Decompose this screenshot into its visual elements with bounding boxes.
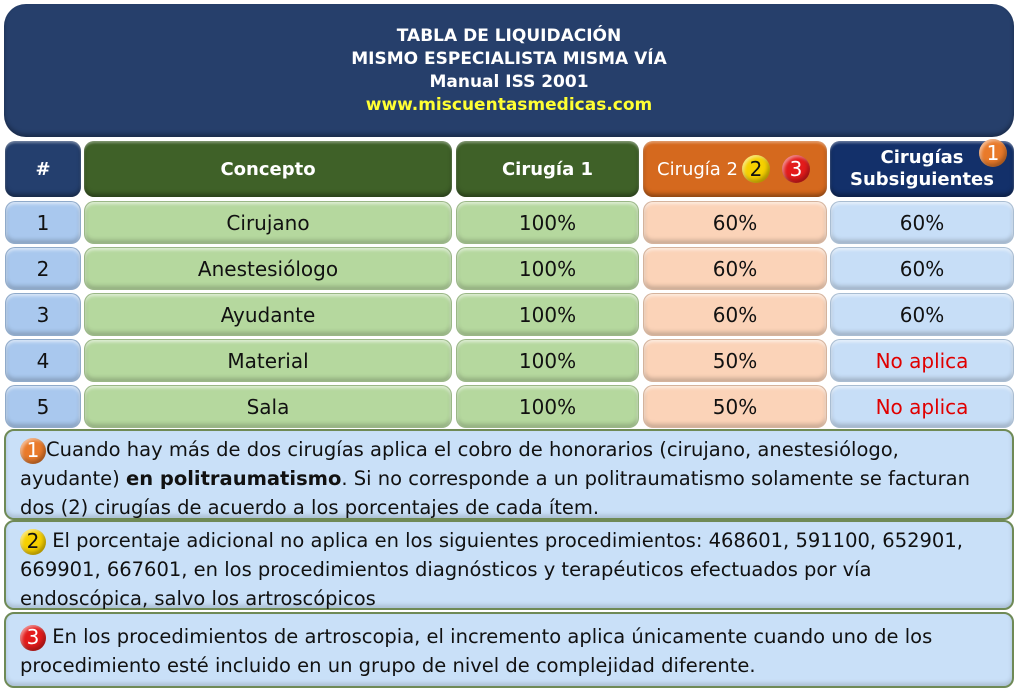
table-cell-num: 1 xyxy=(5,201,81,244)
note-3 xyxy=(4,612,1014,688)
note-1 xyxy=(4,429,1014,520)
table-cell-subs: 60% xyxy=(830,247,1014,290)
table-cell-c2: 50% xyxy=(643,385,827,428)
table-cell-c1: 100% xyxy=(456,385,639,428)
title-line-2: MISMO ESPECIALISTA MISMA VÍA xyxy=(351,48,667,69)
header-subs-line2: Subsiguientes xyxy=(850,169,994,190)
header-cirugia-2 xyxy=(643,141,827,197)
note-2-icon: 2 xyxy=(20,529,46,555)
note-3-icon: 3 xyxy=(20,625,46,651)
note-1-bold: en politraumatismo xyxy=(125,467,342,490)
header-num: # xyxy=(5,141,81,197)
table-cell-c1: 100% xyxy=(456,247,639,290)
note-3-badge-icon: 3 xyxy=(782,155,810,183)
table-cell-c2: 60% xyxy=(643,293,827,336)
table-cell-concepto: Anestesiólogo xyxy=(84,247,452,290)
header-concepto: Concepto xyxy=(84,141,452,197)
table-cell-subs: 60% xyxy=(830,201,1014,244)
table-cell-num: 5 xyxy=(5,385,81,428)
header-cirugia-1: Cirugía 1 xyxy=(456,141,639,197)
table-cell-subs: No aplica xyxy=(830,339,1014,382)
table-cell-num: 4 xyxy=(5,339,81,382)
table-cell-num: 2 xyxy=(5,247,81,290)
header-cirugia-2-label: Cirugía 2 xyxy=(657,158,739,180)
note-1-icon: 1 xyxy=(20,438,46,464)
table-cell-c1: 100% xyxy=(456,293,639,336)
table-cell-c2: 50% xyxy=(643,339,827,382)
table-cell-concepto: Ayudante xyxy=(84,293,452,336)
table-cell-concepto: Sala xyxy=(84,385,452,428)
header-subs-line1: Cirugías xyxy=(880,147,964,168)
note-3-text: En los procedimientos de artroscopia, el incremento aplica únicamente cuando uno de los procedimiento esté incluido en un grupo de nivel de complejidad diferente. xyxy=(20,625,933,677)
title-banner xyxy=(4,4,1014,137)
website-url: www.miscuentasmedicas.com xyxy=(365,94,653,115)
note-1-text: Cuando hay más de dos cirugías aplica el cobro de honorarios (cirujano, anestesiólogo, ayudante) xyxy=(20,438,899,490)
table-cell-subs: 60% xyxy=(830,293,1014,336)
note-2 xyxy=(4,520,1014,610)
table-cell-c2: 60% xyxy=(643,247,827,290)
table-cell-c2: 60% xyxy=(643,201,827,244)
title-line-3: Manual ISS 2001 xyxy=(429,71,589,92)
table-cell-c1: 100% xyxy=(456,201,639,244)
table-cell-subs: No aplica xyxy=(830,385,1014,428)
table-cell-concepto: Cirujano xyxy=(84,201,452,244)
note-1-badge-icon: 1 xyxy=(979,139,1007,167)
title-line-1: TABLA DE LIQUIDACIÓN xyxy=(396,25,622,46)
table-cell-c1: 100% xyxy=(456,339,639,382)
note-1-text-b: . Si no corresponde a un politraumatismo solamente se facturan dos (2) cirugías de acuerdo a los porcentajes de cada ítem. xyxy=(20,467,970,519)
note-2-badge-icon: 2 xyxy=(742,155,770,183)
note-2-text: El porcentaje adicional no aplica en los siguientes procedimientos: 468601, 591100, 652901, 669901, 667601, en los procedimientos diagnósticos y terapéuticos efectuados por vía endoscópica, salvo los artroscópicos xyxy=(20,529,963,610)
table-cell-num: 3 xyxy=(5,293,81,336)
table-cell-concepto: Material xyxy=(84,339,452,382)
